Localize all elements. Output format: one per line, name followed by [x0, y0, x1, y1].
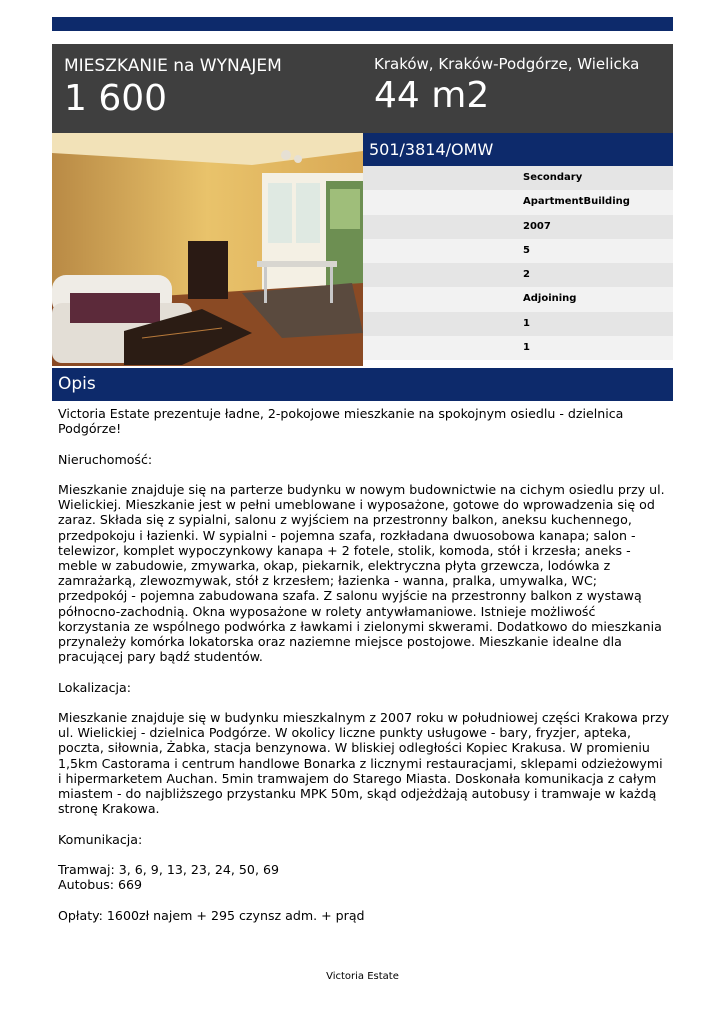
listing-price: 1 600 — [64, 78, 168, 119]
property-value-4: 5 — [363, 239, 673, 263]
listing-location: Kraków, Kraków-Podgórze, Wielicka — [374, 55, 640, 73]
description-paragraph: Tramwaj: 3, 6, 9, 13, 23, 24, 50, 69 Autobus: 669 — [58, 862, 279, 893]
description-paragraph: Komunikacja: — [58, 831, 143, 847]
property-year-built: 2007 — [363, 215, 673, 239]
description-paragraph: Nieruchomość: — [58, 451, 153, 467]
description-paragraph: Lokalizacja: — [58, 679, 131, 695]
description-paragraph: Mieszkanie znajduje się na parterze budynku w nowym budownictwie na cichym osiedlu przy ul. Wielickiej. Mieszkanie jest w pełni umeblowane i wyposażone, gotowe do wprowadzenia się od zaraz. Składa się z sypialni, salonu z wyjściem na przestronny balkon, aneksu kuchennego, przedpokoju i łazienki. W sypialni - pojemna szafa, rozkładana dwuosobowa kanapa; salon - telewizor, komplet wypoczynkowy kanapa + 2 fotele, stolik, komoda, stół i krzesła; aneks - meble w zabudowie, zmywarka, okap, piekarnik, elektryczna płyta grzewcza, lodówka z zamrażarką, zlewozmywak, stół z krzesłem; łazienka - wanna, pralka, umywalka, WC; przedpokój - pojemna zabudowana szafa. Z salonu wyjście na przestronny balkon z wystawą północno-zachodnią. Okna wyposażone w rolety antywłamaniowe. Istnieje możliwość korzystania ze wspólnego podwórka z ławkami i zielonymi skwerami. Dodatkowo do mieszkania przynależy komórka lokatorska oraz naziemne miejsce postojowe. Mieszkanie idealne dla pracującej pary bądź studentów. — [58, 481, 665, 665]
listing-reference-number: 501/3814/OMW — [363, 133, 673, 166]
description-body — [58, 406, 670, 938]
listing-type: MIESZKANIE na WYNAJEM — [64, 56, 282, 76]
footer-agency-name: Victoria Estate — [326, 971, 399, 982]
apartment-photo — [52, 133, 363, 366]
description-paragraph: Opłaty: 1600zł najem + 295 czynsz adm. + prąd — [58, 907, 365, 923]
property-value-8: 1 — [363, 336, 673, 360]
property-market: Secondary — [363, 166, 673, 190]
top-accent-bar — [52, 17, 673, 31]
property-kitchen-type: Adjoining — [363, 287, 673, 311]
description-paragraph: Victoria Estate prezentuje ładne, 2-pokojowe mieszkanie na spokojnym osiedlu - dzielnica Podgórze! — [58, 406, 624, 437]
property-details-table — [363, 166, 673, 360]
property-building-type: ApartmentBuilding — [363, 190, 673, 214]
description-paragraph: Mieszkanie znajduje się w budynku mieszkalnym z 2007 roku w południowej części Krakowa przy ul. Wielickiej - dzielnica Podgórze. W okolicy liczne punkty usługowe - bary, fryzjer, apteka, poczta, siłownia, Żabka, stacja benzynowa. W bliskiej odległości Kopiec Krakusa. W promieniu 1,5km Castorama i centrum handlowe Bonarka z licznymi restauracjami, sklepami odzieżowymi i hipermarketem Auchan. 5min tramwajem do Starego Miasta. Doskonała komunikacja z całym miastem - do najbliższego przystanku MPK 50m, skąd odjeżdżają autobusy i tramwaje w każdą stronę Krakowa. — [58, 710, 670, 817]
property-value-5: 2 — [363, 263, 673, 287]
listing-header — [52, 44, 673, 133]
listing-area: 44 m2 — [374, 75, 490, 116]
description-heading: Opis — [52, 368, 673, 401]
property-value-7: 1 — [363, 312, 673, 336]
